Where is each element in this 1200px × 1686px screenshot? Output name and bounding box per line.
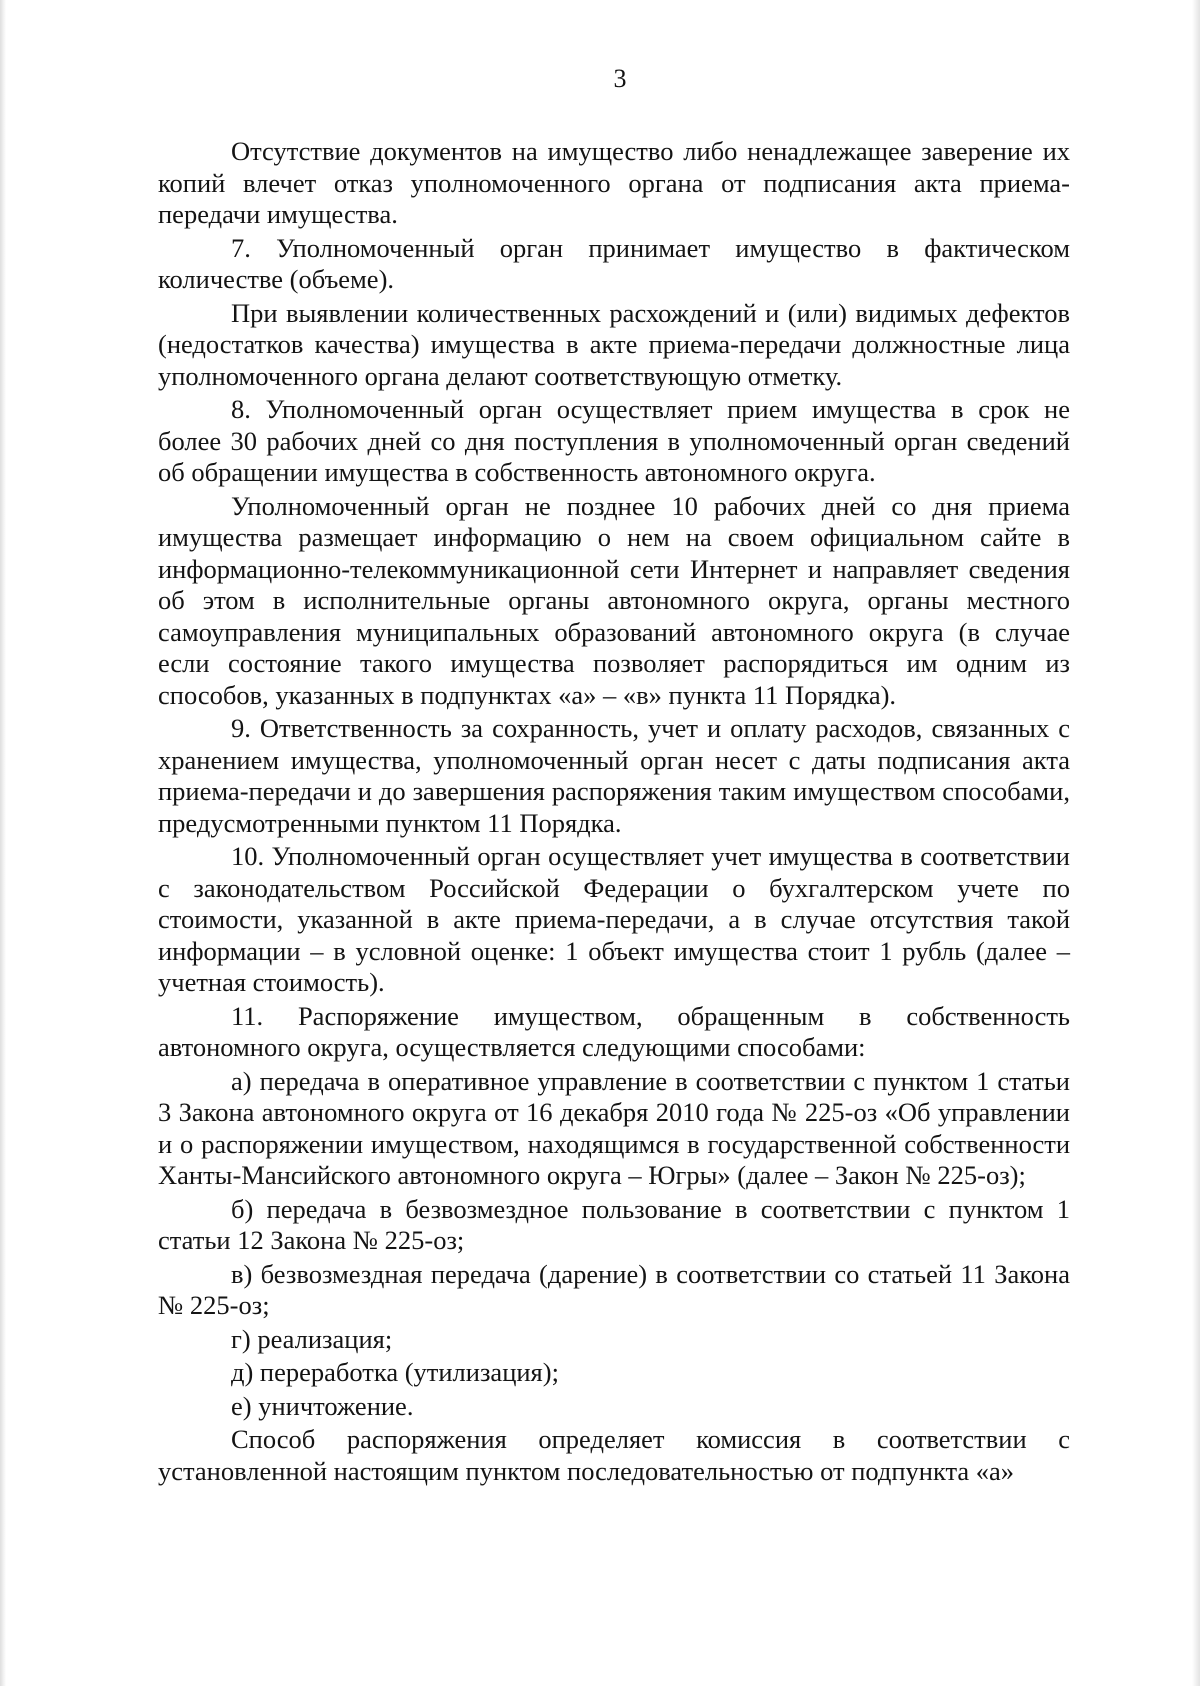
list-item-d: д) переработка (утилизация); [231,1357,559,1387]
paragraph-11: 11. Распоряжение имуществом, обращенным в собственность автономного округа, осуществляется следующими способами: [158,1000,1070,1062]
list-item-v: в) безвозмездная передача (дарение) в соответствии со статьей 11 Закона № 225-оз; [158,1258,1070,1320]
list-item-g: г) реализация; [231,1323,393,1354]
paragraph-discrepancies: При выявлении количественных расхождений и (или) видимых дефектов (недостатков качества) имущества в акте приема-передачи должностные лица уполномоченного органа делают соответствующую отметку. [158,297,1070,391]
list-item-b: б) передача в безвозмездное пользование в соответствии с пунктом 1 статьи 12 Закона № 225-оз; [158,1193,1070,1255]
paragraph-disposal-method: Способ распоряжения определяет комиссия в соответствии с установленной настоящим пунктом последовательностью от подпункта «а» [158,1424,1070,1486]
list-item-e: е) уничтожение. [231,1390,414,1421]
scan-edge-left [0,0,6,1686]
page-number: 3 [613,64,627,93]
paragraph-8: 8. Уполномоченный орган осуществляет прием имущества в срок не более 30 рабочих дней со дня поступления в уполномоченный орган сведений об обращении имущества в собственность автономного округа. [158,394,1070,487]
paragraph-9: 9. Ответственность за сохранность, учет и оплату расходов, связанных с хранением имущества, уполномоченный орган несет с даты подписания акта приема-передачи и до завершения распоряжения таким имуществом способами, предусмотренными пунктом 11 Порядка. [158,713,1070,838]
paragraph-10: 10. Уполномоченный орган осуществляет учет имущества в соответствии с законодательством Российской Федерации о бухгалтерском учете по стоимости, указанной в акте приема-передачи, а в случае отсутствия такой информации – в условной оценке: 1 объект имущества стоит 1 рубль (далее – учетная стоимость). [158,841,1070,997]
scan-edge-right [1192,0,1200,1686]
list-item-a: а) передача в оперативное управление в соответствии с пунктом 1 статьи 3 Закона автономного округа от 16 декабря 2010 года № 225-оз «Об управлении и о распоряжении имуществом, находящимся в государственной собственности Ханты-Мансийского автономного округа – Югры» (далее – Закон № 225-оз); [158,1065,1070,1190]
document-body [158,136,1070,1487]
paragraph-7: 7. Уполномоченный орган принимает имущество в фактическом количестве (объеме). [158,232,1070,294]
paragraph-publication: Уполномоченный орган не позднее 10 рабочих дней со дня приема имущества размещает информацию о нем на своем официальном сайте в информационно-телекоммуникационной сети Интернет и направляет сведения об этом в исполнительные органы автономного округа, органы местного самоуправления муниципальных образований автономного округа (в случае если состояние такого имущества позволяет распорядиться им одним из способов, указанных в подпунктах «а» – «в» пункта 11 Порядка). [158,490,1070,710]
paragraph-documents-absence: Отсутствие документов на имущество либо ненадлежащее заверение их копий влечет отказ уполномоченного органа от подписания акта приема-передачи имущества. [158,136,1070,229]
